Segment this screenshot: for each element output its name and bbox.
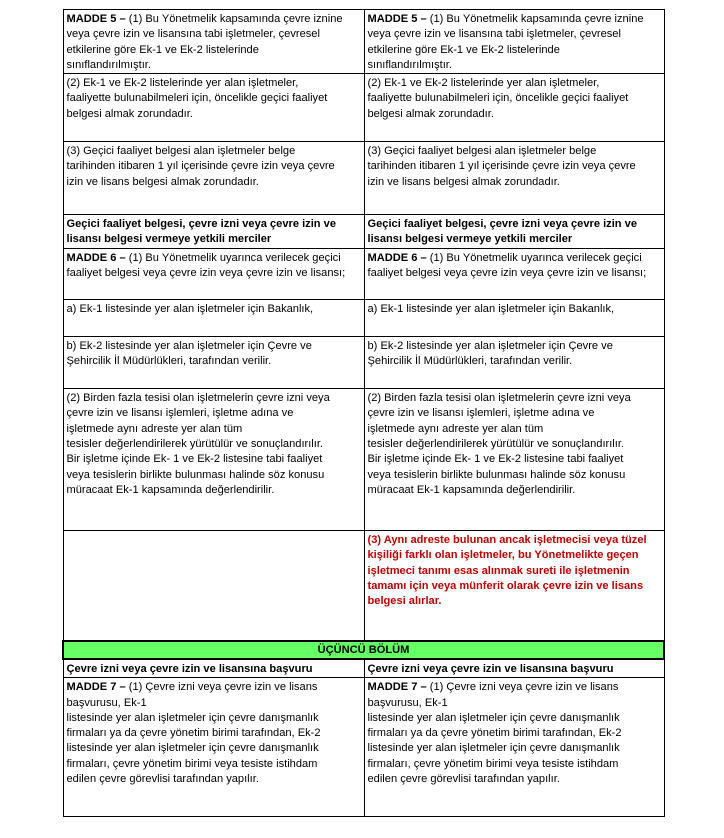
madde5-old-cell — [63, 10, 364, 74]
section-title: ÜÇÜNCÜ BÖLÜM — [63, 641, 664, 659]
highlighted-paragraph: (3) Aynı adreste bulunan ancak işletmecisi veya tüzel kişiliği farklı olan işletmeler, bu Yönetmelikte geçen işletmeci tanımı esas alınmak sureti ile işletmenin tamamı için veya münferit olarak çevre izin ve lisans belgesi alırlar. — [367, 534, 647, 608]
new-text-cell — [364, 389, 664, 531]
article-label: MADDE 7 – — [367, 681, 427, 694]
paragraph: (3) Geçici faaliyet belgesi alan işletmeler belge tarihinden itibaren 1 yıl içerisinde çevre izin veya çevre izin ve lisans belgesi almak zorundadır. — [66, 145, 335, 188]
madde6-old-cell — [63, 249, 364, 300]
old-text-cell — [63, 74, 364, 142]
table-row-madde5 — [63, 10, 664, 74]
paragraph: b) Ek-2 listesinde yer alan işletmeler için Çevre ve Şehircilik İl Müdürlükleri, tarafından verilir. — [367, 340, 613, 368]
article-heading: Geçici faaliyet belgesi, çevre izni veya çevre izin ve lisansı belgesi vermeye yetkili merciler — [367, 218, 637, 246]
comparison-table — [62, 9, 665, 817]
new-heading-cell — [364, 215, 664, 249]
article-label: MADDE 6 – — [66, 252, 126, 265]
madde7-old-cell — [63, 678, 364, 817]
paragraph: (2) Birden fazla tesisi olan işletmelerin çevre izni veya çevre izin ve lisansı işlemleri, işletme adına ve işletmede aynı adreste yer alan tüm tesisler değerlendirilerek yürütülür ve sonuçlandırılır. Bir işletme içinde Ek- 1 ve Ek-2 listesine tabi faaliyet veya tesislerin birlikte bulunması halinde söz konusu müracaat Ek-1 kapsamında değerlendirilir. — [66, 392, 330, 496]
article-label: MADDE 6 – — [367, 252, 427, 265]
table-row — [63, 337, 664, 389]
paragraph: (2) Ek-1 ve Ek-2 listelerinde yer alan işletmeler, faaliyette bulunabilmeleri için, öncelikle geçici faaliyet belgesi almak zorundadır. — [367, 77, 629, 120]
paragraph: (2) Ek-1 ve Ek-2 listelerinde yer alan işletmeler, faaliyette bulunabilmeleri için, öncelikle geçici faaliyet belgesi almak zorundadır. — [66, 77, 328, 120]
new-text-cell — [364, 337, 664, 389]
paragraph: a) Ek-1 listesinde yer alan işletmeler için Bakanlık, — [367, 303, 615, 316]
article-text: (1) Çevre izni veya çevre izin ve lisans başvurusu, Ek-1 listesinde yer alan işletmeler için çevre danışmanlık firmaları ya da çevre yönetim birimi tarafından, Ek-2 listesinde yer alan işletmeler için çevre danışmanlık firmaları, çevre yönetim birimi veya tesiste istihdam edilen çevre görevlisi tarafından yapılır. — [367, 681, 622, 786]
table-row-heading — [63, 659, 664, 678]
old-text-cell — [63, 142, 364, 215]
table-row-heading — [63, 215, 664, 249]
paragraph: (2) Birden fazla tesisi olan işletmelerin çevre izni veya çevre izin ve lisansı işlemleri, işletme adına ve işletmede aynı adreste yer alan tüm tesisler değerlendirilerek yürütülür ve sonuçlandırılır. Bir işletme içinde Ek- 1 ve Ek-2 listesine tabi faaliyet veya tesislerin birlikte bulunması halinde söz konusu müracaat Ek-1 kapsamında değerlendirilir. — [367, 392, 631, 496]
table-row-madde6 — [63, 249, 664, 300]
old-heading-cell — [63, 215, 364, 249]
new-text-cell — [364, 142, 664, 215]
table-row-madde7 — [63, 678, 664, 817]
article-label: MADDE 5 – — [367, 13, 427, 25]
paragraph: a) Ek-1 listesinde yer alan işletmeler için Bakanlık, — [66, 303, 314, 316]
table-row — [63, 389, 664, 531]
table-row — [63, 74, 664, 142]
article-heading: Geçici faaliyet belgesi, çevre izni veya çevre izin ve lisansı belgesi vermeye yetkili merciler — [66, 218, 336, 246]
article-heading: Çevre izni veya çevre izin ve lisansına başvuru — [367, 662, 614, 675]
old-text-cell — [63, 300, 364, 337]
madde5-new-cell — [364, 10, 664, 74]
article-text: (1) Bu Yönetmelik kapsamında çevre iznine veya çevre izin ve lisansına tabi işletmeler, çevresel etkilerine göre Ek-1 ve Ek-2 listelerinde sınıflandırılmıştır. — [367, 13, 644, 71]
article-heading: Çevre izni veya çevre izin ve lisansına başvuru — [66, 662, 313, 675]
madde6-new-cell — [364, 249, 664, 300]
table-row — [63, 300, 664, 337]
table-row — [63, 142, 664, 215]
article-label: MADDE 5 – — [66, 13, 126, 25]
article-text: (1) Bu Yönetmelik uyarınca verilecek geçici faaliyet belgesi veya çevre izin veya çevre izin ve lisansı; — [66, 252, 346, 280]
new-clause-cell — [364, 531, 664, 641]
empty-old-cell — [63, 531, 364, 641]
new-heading-cell — [364, 659, 664, 678]
paragraph: b) Ek-2 listesinde yer alan işletmeler için Çevre ve Şehircilik İl Müdürlükleri, tarafından verilir. — [66, 340, 312, 368]
article-text: (1) Bu Yönetmelik kapsamında çevre iznine veya çevre izin ve lisansına tabi işletmeler, çevresel etkilerine göre Ek-1 ve Ek-2 listelerinde sınıflandırılmıştır. — [66, 13, 343, 71]
paragraph: (3) Geçici faaliyet belgesi alan işletmeler belge tarihinden itibaren 1 yıl içerisinde çevre izin veya çevre izin ve lisans belgesi almak zorundadır. — [367, 145, 636, 188]
article-label: MADDE 7 – — [66, 681, 126, 694]
old-text-cell — [63, 389, 364, 531]
new-text-cell — [364, 300, 664, 337]
table-row-new-clause — [63, 531, 664, 641]
madde7-new-cell — [364, 678, 664, 817]
article-text: (1) Bu Yönetmelik uyarınca verilecek geçici faaliyet belgesi veya çevre izin veya çevre izin ve lisansı; — [367, 252, 647, 280]
old-heading-cell — [63, 659, 364, 678]
article-text: (1) Çevre izni veya çevre izin ve lisans başvurusu, Ek-1 listesinde yer alan işletmeler için çevre danışmanlık firmaları ya da çevre yönetim birimi tarafından, Ek-2 listesinde yer alan işletmeler için çevre danışmanlık firmaları, çevre yönetim birimi veya tesiste istihdam edilen çevre görevlisi tarafından yapılır. — [66, 681, 321, 786]
old-text-cell — [63, 337, 364, 389]
new-text-cell — [364, 74, 664, 142]
section-row — [63, 641, 664, 659]
